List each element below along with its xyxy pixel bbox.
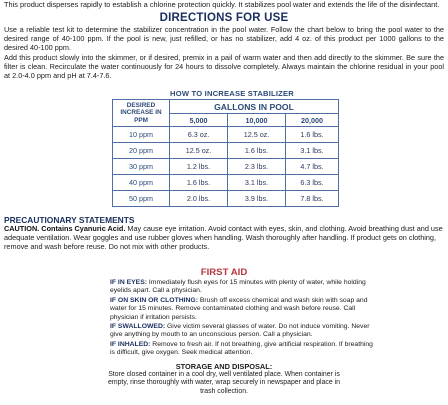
directions-paragraph-1: Use a reliable test kit to determine the stabilizer concentration in the pool water. Follow the chart below to bring the pool water to the desired range of 40-100 ppm. If the pool is new, just refilled, or has no stabilizer, add 4 oz. of this product per 1000 gallons to the desired 40-100 ppm. [4,25,444,52]
first-aid-heading: FIRST AID [200,267,248,278]
value-cell: 1.6 lbs. [228,143,286,159]
table-title: HOW TO INCREASE STABILIZER [170,89,294,98]
precautionary-body: May cause eye irritation. Avoid contact with eyes, skin, and clothing. Avoid breathing dust and use adequate ventilation. Wear goggles and use rubber gloves when handling. Wash thoroughly after handling. If product gets on clothing, remove and wash before reuse. Do not mix with other products. [4,224,443,251]
value-cell: 3.9 lbs. [228,191,286,207]
value-cell: 2.3 lbs. [228,159,286,175]
value-cell: 1.6 lbs. [286,127,339,143]
first-aid-text: Give victim several glasses of water. Do not induce vomiting. Never give anything by mouth to an unconscious person. Call a physician. [110,323,370,339]
ppm-cell: 40 ppm [113,175,170,191]
value-cell: 3.1 lbs. [286,143,339,159]
precautionary-text [4,224,444,251]
intro-text: This product disperses rapidly to establish a chlorine protection quickly. It stabilizes pool water and extends the life of the disinfectant. [4,0,440,9]
value-cell: 3.1 lbs. [228,175,286,191]
ppm-cell: 10 ppm [113,127,170,143]
header-gallons: GALLONS IN POOL [170,100,339,114]
header-gallons-5000: 5,000 [170,114,228,127]
ppm-cell: 50 ppm [113,191,170,207]
first-aid-swallowed [110,323,374,340]
first-aid-label: IF ON SKIN OR CLOTHING: [110,297,198,304]
value-cell: 6.3 lbs. [286,175,339,191]
table-row [113,159,339,175]
first-aid-text: Remove to fresh air. If not breathing, give artificial respiration. If breathing is difficult, give oxygen. Seek medical attention. [110,341,373,357]
first-aid-label: IF INHALED: [110,341,151,348]
directions-heading: DIRECTIONS FOR USE [159,12,289,24]
caution-label: CAUTION. Contains Cyanuric Acid. [4,224,126,233]
first-aid-text: Brush off excess chemical and wash skin with soap and water for 15 minutes. Remove contaminated clothing and wash before reuse. Call physician if irritation persists. [110,297,368,321]
value-cell: 12.5 oz. [228,127,286,143]
storage-text: Store closed container in a cool dry, well ventilated place. When container is empty, rinse thoroughly with water, wrap securely in newspaper and place in trash collection. [108,371,340,395]
directions-paragraph-2: Add this product slowly into the skimmer, or if desired, premix in a pail of warm water and then add directly to the skimmer. Be sure the filter is clean. Recirculate the water continuously for 24 hours to dissolve completely. Always maintain the chlorine residual in your pool at 2.0-4.0 ppm and pH at 7.4-7.6. [4,53,444,80]
first-aid-skin [110,297,374,322]
table-row [113,143,339,159]
header-gallons-10000: 10,000 [228,114,286,127]
storage-heading: STORAGE AND DISPOSAL: [175,362,273,371]
value-cell: 2.0 lbs. [170,191,228,207]
value-cell: 6.3 oz. [170,127,228,143]
precautionary-heading: PRECAUTIONARY STATEMENTS [4,215,135,225]
stabilizer-table [112,99,339,207]
header-gallons-20000: 20,000 [286,114,339,127]
value-cell: 12.5 oz. [170,143,228,159]
ppm-cell: 30 ppm [113,159,170,175]
first-aid-eyes [110,279,374,296]
header-desired-increase: DESIRED INCREASE IN PPM [113,100,170,127]
first-aid-label: IF IN EYES: [110,279,148,286]
value-cell: 1.2 lbs. [170,159,228,175]
table-row [113,127,339,143]
ppm-cell: 20 ppm [113,143,170,159]
value-cell: 4.7 lbs. [286,159,339,175]
value-cell: 7.8 lbs. [286,191,339,207]
value-cell: 1.6 lbs. [170,175,228,191]
table-row [113,175,339,191]
first-aid-label: IF SWALLOWED: [110,323,166,330]
first-aid-inhaled [110,341,374,358]
table-row [113,191,339,207]
first-aid-text: Immediately flush eyes for 15 minutes with plenty of water, while holding eyelids apart. Call a physician. [110,279,366,295]
